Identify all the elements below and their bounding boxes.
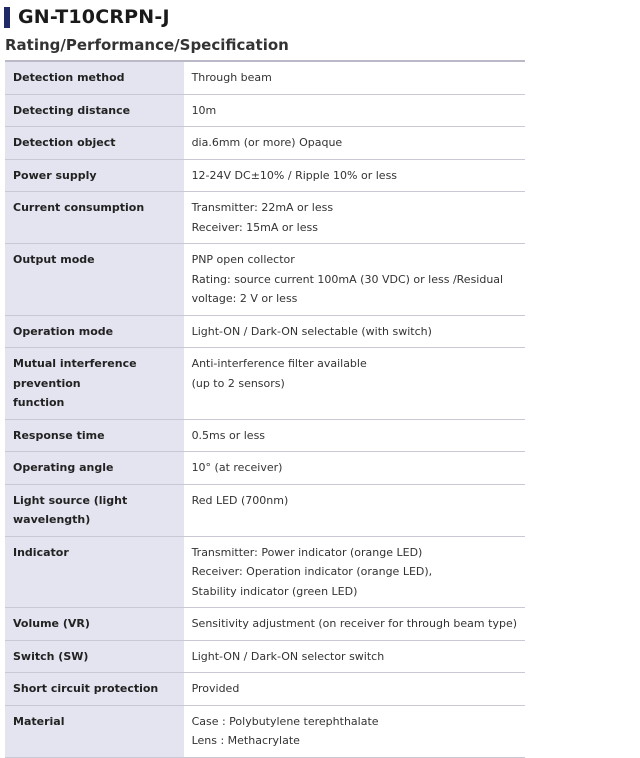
page-title: GN-T10CRPN-J: [18, 6, 170, 28]
spec-row: [5, 419, 525, 452]
page-header: [4, 6, 170, 28]
spec-value-line: Anti-interference filter available: [191, 357, 367, 370]
spec-row: [5, 705, 525, 757]
section-subtitle: Rating/Performance/Specification: [5, 36, 289, 54]
spec-value: [184, 608, 525, 641]
spec-value: [184, 61, 525, 94]
spec-value-line: 10m: [191, 103, 217, 117]
spec-row: [5, 673, 525, 706]
spec-label: Operation mode: [5, 315, 184, 348]
spec-row: [5, 348, 525, 420]
spec-row: [5, 640, 525, 673]
spec-value-line: Sensitivity adjustment (on receiver for through beam type): [191, 617, 517, 630]
spec-value-line: Transmitter: 22mA or less: [191, 201, 334, 214]
spec-value: [184, 419, 525, 452]
spec-value: [184, 159, 525, 192]
spec-value-line: Receiver: Operation indicator (orange LED),: [191, 565, 433, 578]
spec-value-line: Light-ON / Dark-ON selector switch: [191, 649, 385, 663]
spec-value: [184, 348, 525, 420]
spec-value: [184, 536, 525, 608]
spec-value-line: dia.6mm (or more) Opaque: [191, 136, 343, 149]
spec-value-line: voltage: 2 V or less: [191, 292, 298, 305]
spec-row: [5, 452, 525, 485]
spec-value: [184, 640, 525, 673]
spec-label: Detecting distance: [5, 94, 184, 127]
spec-value: [184, 673, 525, 706]
spec-row: [5, 315, 525, 348]
spec-value-line: Stability indicator (green LED): [191, 584, 358, 598]
spec-value-line: Case : Polybutylene terephthalate: [191, 714, 379, 728]
spec-row: [5, 192, 525, 244]
spec-label: Switch (SW): [5, 640, 184, 673]
spec-value-line: Receiver: 15mA or less: [191, 220, 318, 234]
spec-value: [184, 94, 525, 127]
spec-value: [184, 127, 525, 160]
spec-value-line: Light-ON / Dark-ON selectable (with switch): [191, 324, 432, 338]
spec-label: Material: [5, 705, 184, 757]
spec-row: [5, 536, 525, 608]
spec-label: Short circuit protection: [5, 673, 184, 706]
spec-value-line: Through beam: [191, 71, 272, 84]
spec-value-line: PNP open collector: [191, 253, 295, 266]
spec-label: Indicator: [5, 536, 184, 608]
spec-row: [5, 94, 525, 127]
spec-label: Light source (light wavelength): [5, 484, 184, 536]
spec-value: [184, 484, 525, 536]
spec-value-line: 10° (at receiver): [191, 461, 283, 474]
spec-value: [184, 192, 525, 244]
spec-row: [5, 127, 525, 160]
spec-value-line: Provided: [191, 682, 240, 695]
spec-label: Output mode: [5, 244, 184, 316]
spec-label: Operating angle: [5, 452, 184, 485]
spec-row: [5, 608, 525, 641]
spec-value-line: Transmitter: Power indicator (orange LED): [191, 545, 423, 559]
spec-label: Detection object: [5, 127, 184, 160]
spec-value: [184, 705, 525, 757]
spec-value: [184, 452, 525, 485]
title-marker: [4, 7, 10, 28]
spec-value-line: Red LED (700nm): [191, 493, 289, 507]
spec-row: [5, 61, 525, 94]
spec-value-line: (up to 2 sensors): [191, 376, 285, 390]
spec-row: [5, 484, 525, 536]
spec-label: Volume (VR): [5, 608, 184, 641]
spec-label: Power supply: [5, 159, 184, 192]
spec-label: Detection method: [5, 61, 184, 94]
spec-label: Mutual interference prevention function: [5, 348, 184, 420]
spec-label: Current consumption: [5, 192, 184, 244]
spec-table-body: [5, 61, 525, 757]
spec-value-line: 12-24V DC±10% / Ripple 10% or less: [191, 168, 398, 182]
spec-value: [184, 315, 525, 348]
spec-value-line: 0.5ms or less: [191, 428, 266, 442]
spec-value-line: Lens : Methacrylate: [191, 734, 300, 747]
spec-value-line: Rating: source current 100mA (30 VDC) or less /Residual: [191, 272, 504, 286]
spec-row: [5, 244, 525, 316]
spec-label: Response time: [5, 419, 184, 452]
spec-value: [184, 244, 525, 316]
spec-row: [5, 159, 525, 192]
spec-table: [5, 60, 525, 758]
